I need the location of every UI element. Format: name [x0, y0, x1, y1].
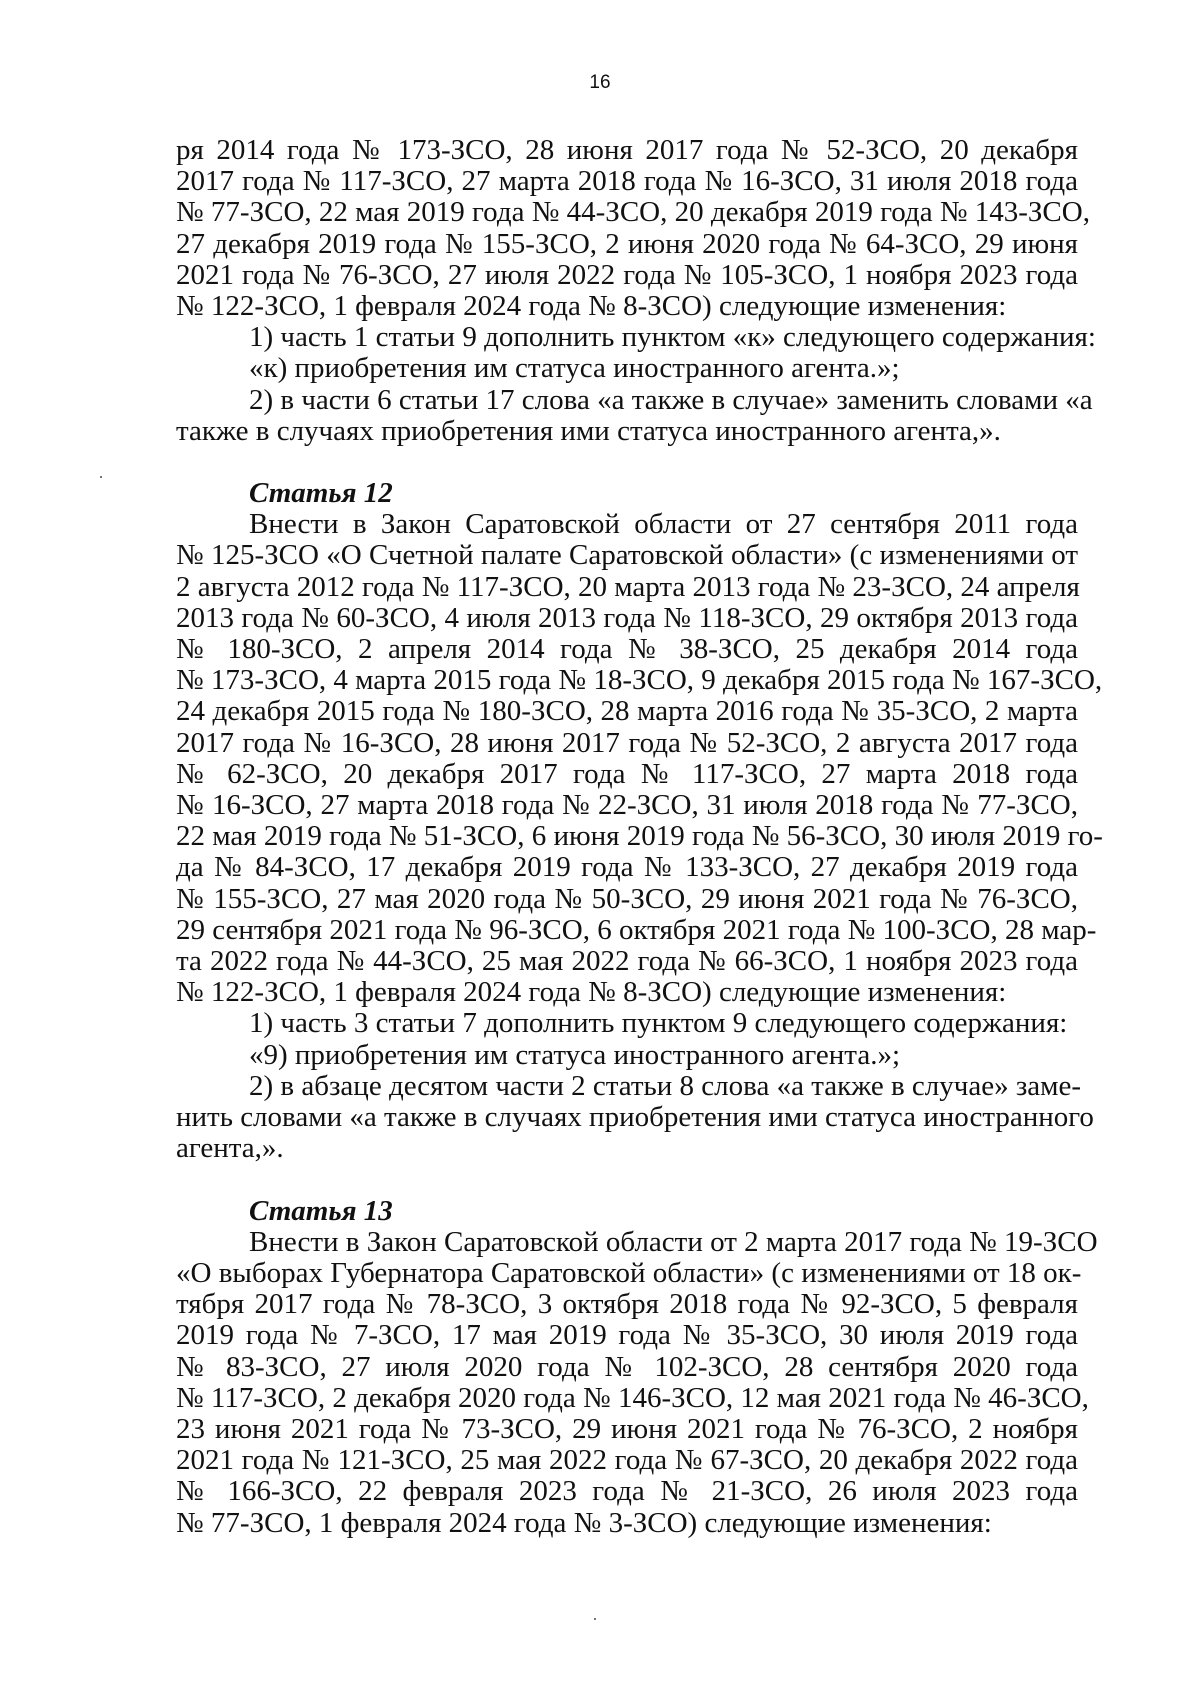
- list-item: 1) часть 3 статьи 7 дополнить пунктом 9 следующего содержания:: [249, 1007, 1068, 1040]
- article-12: [176, 477, 1103, 1165]
- paragraph-line: Внести в Закон Саратовской области от 2 марта 2017 года № 19-ЗСО: [249, 1225, 1098, 1258]
- article-13: [176, 1194, 1098, 1539]
- paragraph-line: № 122-ЗСО, 1 февраля 2024 года № 8-ЗСО) следующие изменения:: [176, 290, 1007, 323]
- list-item: 2) в части 6 статьи 17 слова «а также в случае» заменить словами «а: [249, 383, 1093, 416]
- paragraph-line: 24 декабря 2015 года № 180-ЗСО, 28 марта 2016 года № 35-ЗСО, 2 марта: [176, 695, 1078, 728]
- paragraph-line: да № 84-ЗСО, 17 декабря 2019 года № 133-ЗСО, 27 декабря 2019 года: [176, 851, 1078, 884]
- paragraph-line: 22 мая 2019 года № 51-ЗСО, 6 июня 2019 года № 56-ЗСО, 30 июля 2019 го-: [176, 820, 1103, 853]
- paragraph-line: № 155-ЗСО, 27 мая 2020 года № 50-ЗСО, 29 июня 2021 года № 76-ЗСО,: [176, 882, 1078, 915]
- list-item-continuation: нить словами «а также в случаях приобретения ими статуса иностранного: [176, 1101, 1094, 1134]
- paragraph-line: № 166-ЗСО, 22 февраля 2023 года № 21-ЗСО, 26 июля 2023 года: [176, 1475, 1078, 1508]
- paragraph-line: Внести в Закон Саратовской области от 27 сентября 2011 года: [249, 508, 1078, 541]
- scan-speck: [594, 1618, 596, 1620]
- quoted-text: «к) приобретения им статуса иностранного агента.»;: [249, 352, 900, 385]
- document-body: [176, 134, 1103, 1539]
- paragraph-line: № 125-ЗСО «О Счетной палате Саратовской области» (с изменениями от: [176, 539, 1078, 572]
- article-11-tail: [176, 134, 1096, 447]
- scan-speck: [100, 476, 102, 478]
- quoted-text: «9) приобретения им статуса иностранного агента.»;: [249, 1038, 900, 1071]
- paragraph-line: 2017 года № 16-ЗСО, 28 июня 2017 года № 52-ЗСО, 2 августа 2017 года: [176, 726, 1078, 759]
- paragraph-line: № 173-ЗСО, 4 марта 2015 года № 18-ЗСО, 9 декабря 2015 года № 167-ЗСО,: [176, 664, 1103, 697]
- paragraph-line: № 62-ЗСО, 20 декабря 2017 года № 117-ЗСО, 27 марта 2018 года: [176, 757, 1078, 790]
- paragraph-line: 23 июня 2021 года № 73-ЗСО, 29 июня 2021 года № 76-ЗСО, 2 ноября: [176, 1412, 1078, 1445]
- list-item: 2) в абзаце десятом части 2 статьи 8 слова «а также в случае» заме-: [249, 1069, 1082, 1102]
- article-heading: Статья 13: [249, 1194, 393, 1227]
- list-item: 1) часть 1 статьи 9 дополнить пунктом «к» следующего содержания:: [249, 321, 1096, 354]
- paragraph-line: ря 2014 года № 173-ЗСО, 28 июня 2017 года № 52-ЗСО, 20 декабря: [176, 134, 1078, 166]
- paragraph-line: 2 августа 2012 года № 117-ЗСО, 20 марта 2013 года № 23-ЗСО, 24 апреля: [176, 570, 1080, 603]
- paragraph-line: 29 сентября 2021 года № 96-ЗСО, 6 октября 2021 года № 100-ЗСО, 28 мар-: [176, 913, 1097, 946]
- paragraph-line: 2021 года № 121-ЗСО, 25 мая 2022 года № 67-ЗСО, 20 декабря 2022 года: [176, 1444, 1078, 1477]
- paragraph-line: 27 декабря 2019 года № 155-ЗСО, 2 июня 2020 года № 64-ЗСО, 29 июня: [176, 227, 1078, 260]
- paragraph-line: № 117-ЗСО, 2 декабря 2020 года № 146-ЗСО, 12 мая 2021 года № 46-ЗСО,: [176, 1381, 1089, 1414]
- paragraph-line: 2021 года № 76-ЗСО, 27 июля 2022 года № 105-ЗСО, 1 ноября 2023 года: [176, 258, 1078, 291]
- paragraph-line: тября 2017 года № 78-ЗСО, 3 октября 2018 года № 92-ЗСО, 5 февраля: [176, 1288, 1078, 1321]
- paragraph-line: № 77-ЗСО, 22 мая 2019 года № 44-ЗСО, 20 декабря 2019 года № 143-ЗСО,: [176, 196, 1090, 229]
- article-heading: Статья 12: [249, 477, 393, 510]
- paragraph-line: та 2022 года № 44-ЗСО, 25 мая 2022 года № 66-ЗСО, 1 ноября 2023 года: [176, 945, 1078, 978]
- paragraph-line: № 122-ЗСО, 1 февраля 2024 года № 8-ЗСО) следующие изменения:: [176, 976, 1007, 1009]
- paragraph-line: № 77-ЗСО, 1 февраля 2024 года № 3-ЗСО) следующие изменения:: [176, 1506, 992, 1539]
- paragraph-line: 2019 года № 7-ЗСО, 17 мая 2019 года № 35-ЗСО, 30 июля 2019 года: [176, 1319, 1078, 1352]
- list-item-continuation: также в случаях приобретения ими статуса иностранного агента,».: [176, 414, 1001, 447]
- paragraph-line: № 180-ЗСО, 2 апреля 2014 года № 38-ЗСО, 25 декабря 2014 года: [176, 633, 1078, 666]
- paragraph-line: № 16-ЗСО, 27 марта 2018 года № 22-ЗСО, 31 июля 2018 года № 77-ЗСО,: [176, 789, 1078, 822]
- paragraph-line: № 83-ЗСО, 27 июля 2020 года № 102-ЗСО, 28 сентября 2020 года: [176, 1350, 1078, 1383]
- paragraph-line: «О выборах Губернатора Саратовской области» (с изменениями от 18 ок-: [176, 1256, 1082, 1289]
- paragraph-line: 2013 года № 60-ЗСО, 4 июля 2013 года № 118-ЗСО, 29 октября 2013 года: [176, 601, 1078, 634]
- page-number: 16: [589, 72, 611, 93]
- paragraph-line: 2017 года № 117-ЗСО, 27 марта 2018 года № 16-ЗСО, 31 июля 2018 года: [176, 165, 1078, 198]
- list-item-continuation: агента,».: [176, 1132, 284, 1165]
